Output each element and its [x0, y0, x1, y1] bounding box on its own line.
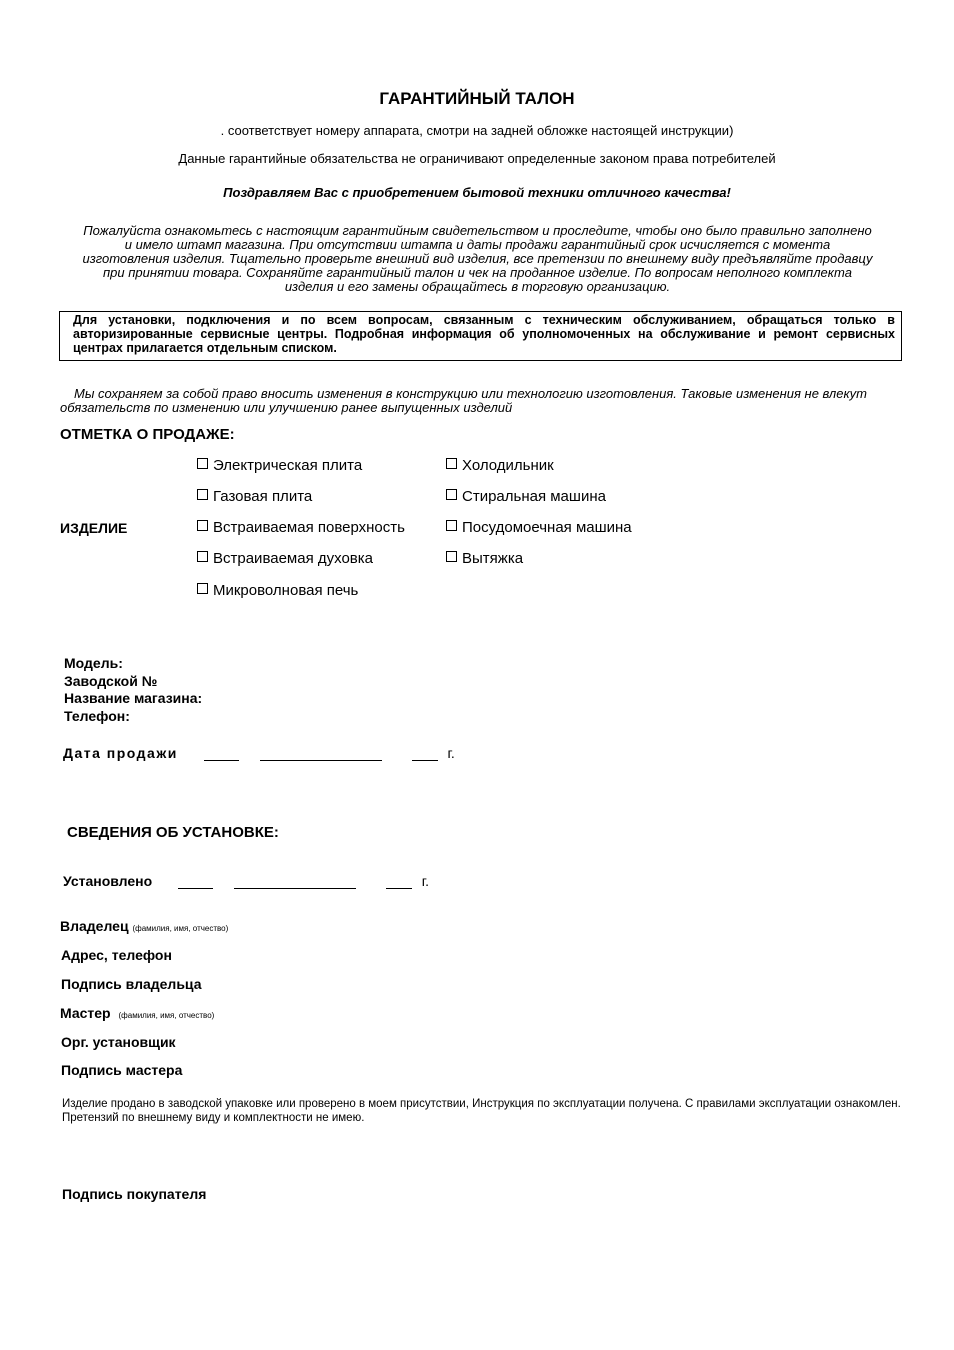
installation-heading: СВЕДЕНИЯ ОБ УСТАНОВКЕ: — [67, 824, 279, 841]
option-label: Электрическая плита — [213, 457, 363, 474]
master-label: Мастер — [60, 1005, 111, 1021]
phone-field-label: Телефон: — [64, 707, 130, 724]
installed-label: Установлено — [63, 873, 153, 889]
sale-month-blank[interactable] — [260, 747, 382, 761]
service-notice-box — [59, 311, 902, 361]
installer-org-label: Орг. установщик — [61, 1034, 176, 1050]
sale-date-label: Дата продажи — [63, 745, 178, 761]
owner-note: (фамилия, имя, отчество) — [132, 924, 229, 933]
sale-fields — [64, 655, 202, 725]
reserve-rights-paragraph: Мы сохраняем за собой право вносить изменения в конструкцию или технологию изготовления. Таковые изменения не влекут обязательств по изменению или улучшению ранее выпущенных изделий — [60, 386, 867, 415]
sale-year-blank[interactable] — [412, 747, 438, 761]
option-label: Холодильник — [462, 457, 554, 474]
sale-heading: ОТМЕТКА О ПРОДАЖЕ: — [60, 426, 235, 443]
option-label: Микроволновая печь — [213, 582, 359, 599]
checkbox-icon[interactable] — [446, 458, 457, 469]
installed-year-suffix: г. — [421, 873, 430, 889]
congratulations-line: Поздравляем Вас с приобретением бытовой техники отличного качества! — [223, 185, 731, 200]
owner-row — [60, 918, 228, 934]
checkbox-icon[interactable] — [197, 458, 208, 469]
installed-month-blank[interactable] — [234, 875, 356, 889]
checkbox-icon[interactable] — [446, 520, 457, 531]
checkbox-option-hood[interactable] — [446, 550, 523, 567]
master-note: (фамилия, имя, отчество) — [118, 1011, 215, 1020]
checkbox-option-electric-stove[interactable] — [197, 457, 362, 474]
document-title: ГАРАНТИЙНЫЙ ТАЛОН — [379, 89, 575, 108]
checkbox-option-dishwasher[interactable] — [446, 519, 632, 536]
model-field-label: Модель: — [64, 655, 123, 671]
option-label: Встраиваемая поверхность — [213, 519, 405, 536]
checkbox-option-washing-machine[interactable] — [446, 488, 606, 505]
sale-year-suffix: г. — [447, 745, 455, 761]
checkbox-icon[interactable] — [197, 583, 208, 594]
installed-day-blank[interactable] — [178, 875, 213, 889]
master-signature-label: Подпись мастера — [61, 1062, 183, 1078]
store-field-label: Название магазина: — [64, 690, 203, 706]
checkbox-icon[interactable] — [197, 489, 208, 500]
acceptance-statement: Изделие продано в заводской упаковке или проверено в моем присутствии, Инструкция по эксплуатации получена. С правилами эксплуатации ознакомлен. Претензий по внешнему виду и комплектности не имею. — [62, 1098, 901, 1124]
checkbox-option-built-in-hob[interactable] — [197, 519, 405, 536]
serial-note-line: . соответствует номеру аппарата, смотри на задней обложке настоящей инструкции) — [220, 123, 734, 138]
installed-year-blank[interactable] — [386, 875, 412, 889]
owner-signature-label: Подпись владельца — [61, 976, 202, 992]
owner-label: Владелец — [60, 918, 129, 934]
checkbox-icon[interactable] — [197, 520, 208, 531]
checkbox-option-refrigerator[interactable] — [446, 457, 554, 474]
product-label: ИЗДЕЛИЕ — [60, 520, 128, 536]
buyer-signature-label: Подпись покупателя — [62, 1186, 207, 1202]
address-phone-label: Адрес, телефон — [61, 947, 172, 963]
option-label: Газовая плита — [213, 488, 313, 505]
service-notice-text: Для установки, подключения и по всем вопросам, связанным с техническим обслуживанием, обращаться только в авторизированные сервисные центры. Подробная информация об уполномоченных на обслуживание и ремонт сервисных центрах прилагается отдельным списком. — [73, 313, 895, 355]
checkbox-option-microwave[interactable] — [197, 582, 358, 599]
option-label: Вытяжка — [462, 550, 524, 567]
checkbox-option-gas-stove[interactable] — [197, 488, 312, 505]
option-label: Стиральная машина — [462, 488, 606, 505]
intro-paragraph: Пожалуйста ознакомьтесь с настоящим гарантийным свидетельством и проследите, чтобы оно было правильно заполнено и имело штамп магазина. При отсутствии штампа и даты продажи гарантийный срок исчисляется с момента изготовления изделия. Тщательно проверьте внешний вид изделия, все претензии по внешнему виду предъявляйте продавцу при принятии товара. Сохраняйте гарантийный талон и чек на проданное изделие. По вопросам неполного комплекта изделия и его замены обращайтесь в торговую организацию. — [82, 223, 873, 294]
consumer-rights-line: Данные гарантийные обязательства не ограничивают определенные законом права потребителей — [178, 151, 776, 166]
serial-field-label: Заводской № — [64, 672, 158, 689]
sale-date-row — [63, 745, 455, 761]
option-label: Посудомоечная машина — [462, 519, 632, 536]
installed-date-row — [63, 873, 429, 889]
checkbox-icon[interactable] — [446, 551, 457, 562]
sale-day-blank[interactable] — [204, 747, 239, 761]
checkbox-icon[interactable] — [446, 489, 457, 500]
checkbox-option-built-in-oven[interactable] — [197, 550, 373, 567]
master-row — [60, 1005, 214, 1021]
option-label: Встраиваемая духовка — [213, 550, 373, 567]
checkbox-icon[interactable] — [197, 551, 208, 562]
